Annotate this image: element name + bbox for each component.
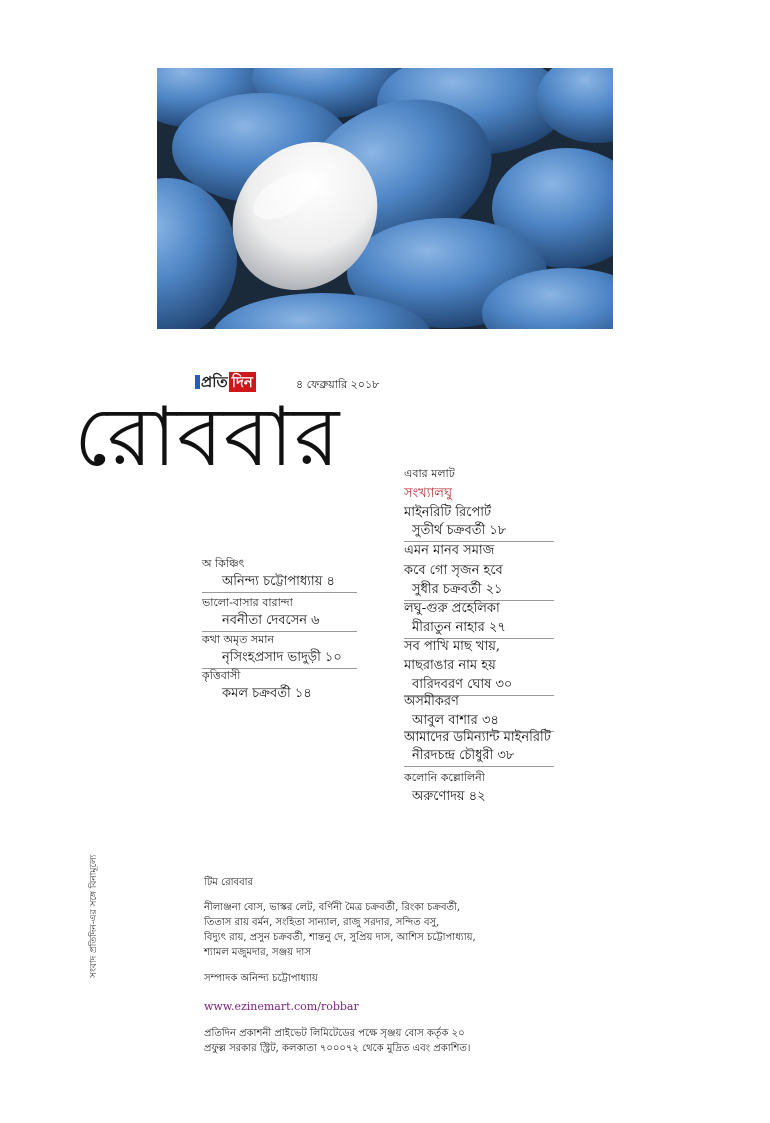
- left-section-2: ভালো-বাসার বারান্দা: [202, 596, 293, 609]
- right-author-1: সুতীর্থ চক্রবর্তী ১৮: [412, 523, 507, 538]
- team-line-1: নীলাঞ্জনা বোস, ভাস্কর লেট, বর্ণিনী মৈত্র চক্রবর্তী, রিংকা চক্রবর্তী,: [204, 902, 461, 913]
- right-title-4b: মাছরাঙার নাম হয়: [404, 658, 496, 673]
- logo-text-din: দিন: [229, 372, 256, 392]
- editor-credit: সম্পাদক অনিন্দ্য চট্টোপাধ্যায়: [204, 973, 318, 984]
- divider: [202, 592, 357, 593]
- right-title-1: মাইনরিটি রিপোর্ট: [404, 505, 492, 520]
- team-line-2: তিতাস রায় বর্মন, সংহিতা সান্যাল, রাজু সরদার, সন্দিত বসু,: [204, 917, 440, 928]
- cover-topic: সংখ্যালঘু: [404, 486, 452, 501]
- issue-date: ৪ ফেব্রুয়ারি ২০১৮: [296, 378, 380, 391]
- logo-accent-bar: [195, 375, 200, 389]
- right-author-6: নীরদচন্দ্র চৌধুরী ৩৮: [412, 748, 515, 763]
- magazine-title: রোববার: [74, 390, 341, 485]
- right-title-6: আমাদের ডমিন্যান্ট মাইনরিটি: [404, 730, 551, 745]
- left-author-3: নৃসিংহপ্রসাদ ভাদুড়ী ১০: [222, 650, 342, 665]
- left-section-4: কৃত্তিবাসী: [202, 669, 241, 682]
- right-author-3: মীরাতুন নাহার ২৭: [412, 620, 506, 635]
- right-title-2a: এমন মানব সমাজ: [404, 543, 495, 558]
- team-label: টিম রোববার: [204, 877, 254, 888]
- left-section-1: অ কিঞ্চিৎ: [202, 557, 245, 570]
- right-author-last: অরুণোদয় ৪২: [412, 789, 486, 804]
- left-section-3: কথা অমৃত সমান: [202, 633, 275, 646]
- right-title-3: লঘু-গুরু প্রহেলিকা: [404, 601, 500, 616]
- right-title-4a: সব পাখি মাছ খায়,: [404, 639, 501, 654]
- right-title-2b: কবে গো সৃজন হবে: [404, 563, 503, 578]
- right-author-5: আবুল বাশার ৩৪: [412, 713, 499, 728]
- website-link[interactable]: www.ezinemart.com/robbar: [204, 1000, 359, 1013]
- side-credit: সংবাদ প্রতিদিন-এর সঙ্গে বিনামূল্যে: [89, 854, 99, 978]
- cover-photo: [157, 68, 613, 329]
- team-line-4: শ্যামল মজুমদার, সঞ্জয় দাস: [204, 947, 311, 958]
- left-author-1: অনিন্দ্য চট্টোপাধ্যায় ৪: [222, 574, 335, 589]
- right-author-4: বারিদবরণ ঘোষ ৩০: [412, 677, 513, 692]
- left-author-4: কমল চক্রবর্তী ১৪: [222, 686, 312, 701]
- left-author-2: নবনীতা দেবসেন ৬: [222, 613, 320, 628]
- team-line-3: বিদ্যুৎ রায়, প্রসুন চক্রবর্তী, শান্তনু দে, সুপ্রিয় দাস, আশিস চট্টোপাধ্যায়,: [204, 932, 476, 943]
- publisher-line-2: প্রফুল্ল সরকার স্ট্রিট, কলকাতা ৭০০০৭২ থেকে মুদ্রিত এবং প্রকাশিত।: [204, 1043, 471, 1054]
- cover-story-label: এবার মলাট: [404, 467, 455, 480]
- divider: [404, 766, 554, 767]
- right-title-5: অসমীকরণ: [404, 694, 459, 709]
- publisher-line-1: প্রতিদিন প্রকাশনী প্রাইভেট লিমিটেডের পক্ষে সৃঞ্জয় বোস কর্তৃক ২০: [204, 1028, 465, 1039]
- right-author-2: সুধীর চক্রবর্তী ২১: [412, 582, 503, 597]
- logo-text-prati: প্রতি: [201, 373, 228, 391]
- right-section-last: কলোনি কল্লোলিনী: [404, 771, 485, 784]
